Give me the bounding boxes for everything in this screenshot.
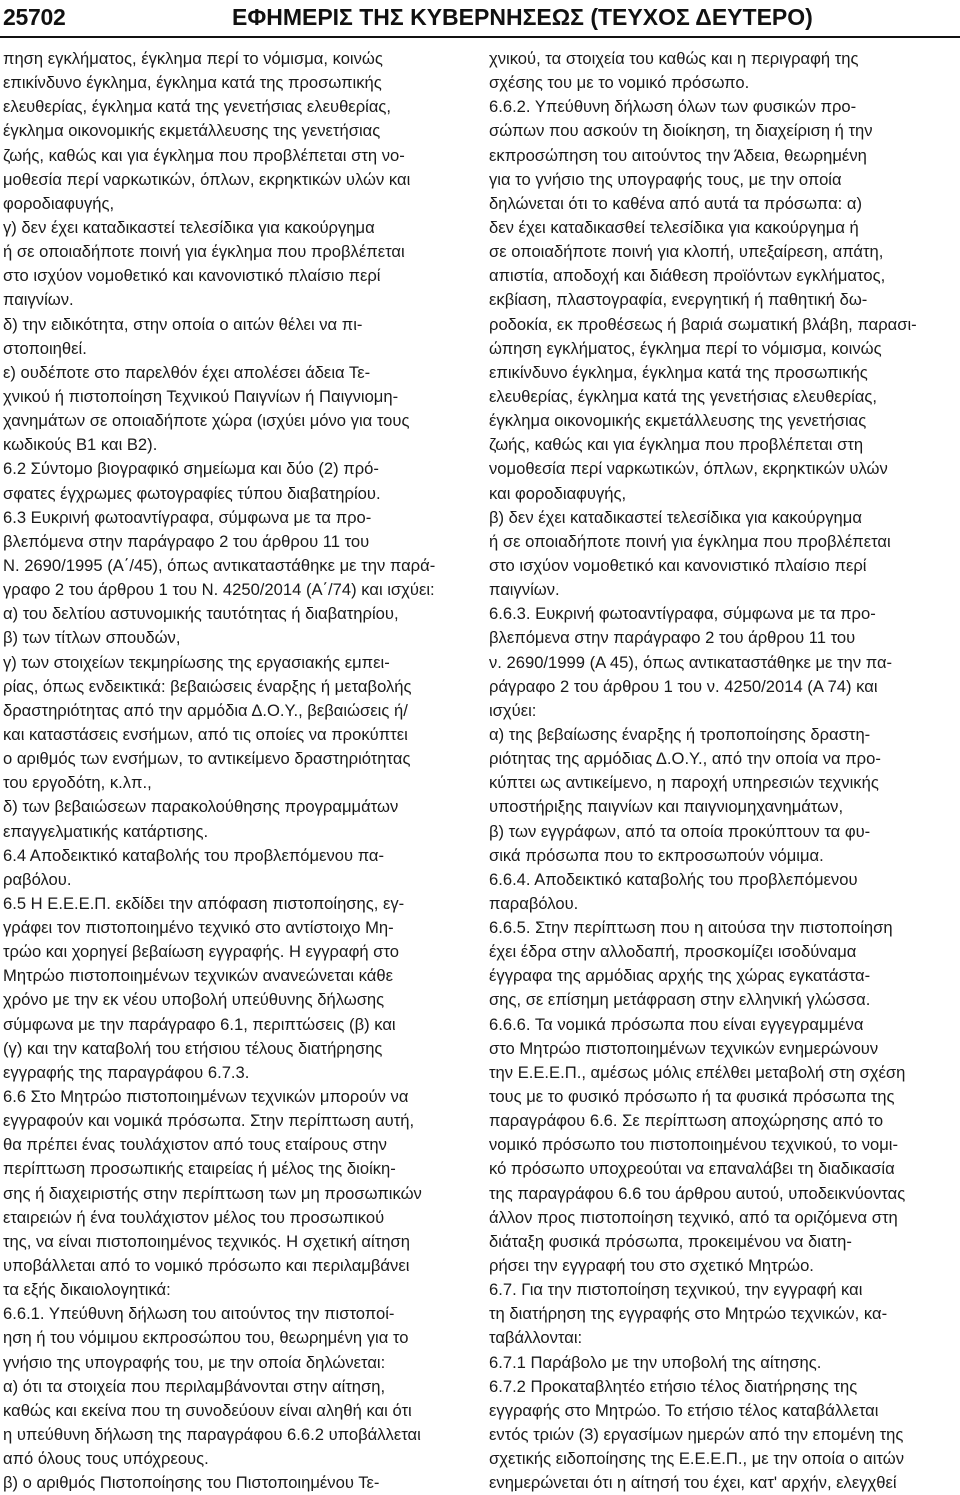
text-line: παιγνίων. xyxy=(3,290,74,310)
text-line: 6.7.1 Παράβολο με την υποβολή της αίτησης. xyxy=(489,1352,822,1372)
text-line: β) ο αριθμός Πιστοποίησης του Πιστοποιημένου Τε- xyxy=(3,1473,380,1493)
text-line: 6.7.2 Προκαταβλητέο ετήσιο τέλος διατήρησης της xyxy=(489,1376,858,1396)
text-line: ραβόλου. xyxy=(3,869,72,889)
text-line: ροδοκία, εκ προθέσεως ή βαριά σωματική βλάβη, παρασι- xyxy=(489,314,917,334)
text-line: σικά πρόσωπα που το εκπροσωπούν νόμιμα. xyxy=(489,845,824,865)
text-line: Μητρώο πιστοποιημένων τεχνικών ανανεώνεται κάθε xyxy=(3,966,393,986)
text-line: γραφο 2 του άρθρου 1 του Ν. 4250/2014 (Α΄/74) και ισχύει: xyxy=(3,580,435,600)
text-line: του εργοδότη, κ.λπ., xyxy=(3,773,152,793)
text-line: στο ισχύον νομοθετικό και κανονιστικό πλαίσιο περί xyxy=(489,555,867,575)
text-line: βλεπόμενα στην παράγραφο 2 του άρθρου 11 του xyxy=(489,628,856,648)
text-line: 6.6.6. Τα νομικά πρόσωπα που είναι εγγεγραμμένα xyxy=(489,1014,864,1034)
text-line: γ) των στοιχείων τεκμηρίωσης της εργασιακής εμπει- xyxy=(3,652,390,672)
text-line: παραβόλου. xyxy=(489,893,579,913)
text-line: ώπηση εγκλήματος, έγκλημα περί το νόμισμα, κοινώς xyxy=(489,338,882,358)
text-line: μοθεσία περί ναρκωτικών, όπλων, εκρηκτικών υλών και xyxy=(3,169,411,189)
text-line: κό πρόσωπο υποχρεούται να επαναλάβει τη διαδικασία xyxy=(489,1159,895,1179)
text-line: σης, σε επίσημη μετάφραση στην ελληνική γλώσσα. xyxy=(489,990,871,1010)
text-line: εκπροσώπηση του αιτούντος την Άδεια, θεωρημένη xyxy=(489,145,867,165)
text-line: ν. 2690/1999 (Α 45), όπως αντικαταστάθηκε με την πα- xyxy=(489,652,893,672)
text-line: 6.6.1. Υπεύθυνη δήλωση του αιτούντος την πιστοποί- xyxy=(3,1304,395,1324)
text-line: παιγνίων. xyxy=(489,580,560,600)
text-line: β) των τίτλων σπουδών, xyxy=(3,628,181,648)
text-line: γ) δεν έχει καταδικαστεί τελεσίδικα για κακούργημα xyxy=(3,217,375,237)
text-line: υποστήριξης παιγνίων και παιγνιομηχανημάτων, xyxy=(489,797,844,817)
text-line: 6.6.4. Αποδεικτικό καταβολής του προβλεπόμενου xyxy=(489,869,858,889)
left-column xyxy=(3,47,473,1495)
text-line: επαγγελματικής κατάρτισης. xyxy=(3,821,209,841)
text-line: χανημάτων σε οποιαδήποτε χώρα (ισχύει μόνο για τους xyxy=(3,411,410,431)
text-line: τα εξής δικαιολογητικά: xyxy=(3,1280,171,1300)
text-line: γράφει τον πιστοποιημένο τεχνικό στο αντίστοιχο Μη- xyxy=(3,918,394,938)
text-line: στο Μητρώο πιστοποιημένων τεχνικών ενημερώνουν xyxy=(489,1038,879,1058)
text-line: εγγραφούν και νομικά πρόσωπα. Στην περίπτωση αυτή, xyxy=(3,1111,415,1131)
text-line: εντός τριών (3) εργασίμων ημερών από την επομένη της xyxy=(489,1425,904,1445)
page-number: 25702 xyxy=(3,4,66,30)
gazette-title: ΕΦΗΜΕΡΙΣ ΤΗΣ ΚΥΒΕΡΝΗΣΕΩΣ (ΤΕΥΧΟΣ ΔΕΥΤΕΡΟ) xyxy=(232,4,813,30)
text-line: ράγραφο 2 του άρθρου 1 του ν. 4250/2014 (Α 74) και xyxy=(489,676,878,696)
text-line: εγγραφής στο Μητρώο. Το ετήσιο τέλος καταβάλλεται xyxy=(489,1400,879,1420)
text-line: 6.6.2. Υπεύθυνη δήλωση όλων των φυσικών προ- xyxy=(489,97,857,117)
text-line: για το γνήσιο της υπογραφής τους, με την οποία xyxy=(489,169,842,189)
text-line: τρώο και χορηγεί βεβαίωση εγγραφής. Η εγγραφή στο xyxy=(3,942,399,962)
header-rule xyxy=(0,36,960,38)
text-line: σώπων που ασκούν τη διοίκηση, τη διαχείριση ή την xyxy=(489,121,873,141)
text-line: εταιρειών ή ένα τουλάχιστον μέλος του προσωπικού xyxy=(3,1207,385,1227)
text-line: (γ) και την καταβολή του ετήσιου τέλους διατήρησης xyxy=(3,1038,383,1058)
text-line: βλεπόμενα στην παράγραφο 2 του άρθρου 11 του xyxy=(3,531,370,551)
text-line: 6.2 Σύντομο βιογραφικό σημείωμα και δύο (2) πρό- xyxy=(3,459,379,479)
text-line: ρίας, όπως ενδεικτικά: βεβαιώσεις έναρξης ή μεταβολής xyxy=(3,676,412,696)
text-line: δεν έχει καταδικασθεί τελεσίδικα για κακούργημα ή xyxy=(489,217,859,237)
text-line: σε οποιαδήποτε ποινή για κλοπή, υπεξαίρεση, απάτη, xyxy=(489,242,884,262)
text-line: στο ισχύον νομοθετικό και κανονιστικό πλαίσιο περί xyxy=(3,266,381,286)
text-line: της, να είναι πιστοποιημένος τεχνικός. Η σχετική αίτηση xyxy=(3,1231,410,1251)
text-line: χνικού ή πιστοποίηση Τεχνικού Παιγνίων ή Παιγνιομη- xyxy=(3,386,399,406)
text-line: ελευθερίας, έγκλημα κατά της γενετήσιας ελευθερίας, xyxy=(489,386,878,406)
text-line: έγκλημα οικονομικής εκμετάλλευσης της γενετήσιας xyxy=(489,411,867,431)
text-line: τη διατήρηση της εγγραφής στο Μητρώο τεχνικών, κα- xyxy=(489,1304,888,1324)
text-line: 6.3 Ευκρινή φωτοαντίγραφα, σύμφωνα με τα προ- xyxy=(3,507,372,527)
text-line: χνικού, τα στοιχεία του καθώς και η περιγραφή της xyxy=(489,49,859,68)
text-line: της παραγράφου 6.6 του άρθρου αυτού, υποδεικνύοντας xyxy=(489,1183,906,1203)
text-line: δ) την ειδικότητα, στην οποία ο αιτών θέλει να πι- xyxy=(3,314,363,334)
text-line: άλλον προς πιστοποίηση τεχνικό, από τα οριζόμενα στη xyxy=(489,1207,898,1227)
text-line: απιστία, αποδοχή και διάθεση προϊόντων εγκλήματος, xyxy=(489,266,886,286)
text-line: χρόνο με την εκ νέου υποβολή υπεύθυνης δήλωσης xyxy=(3,990,385,1010)
text-line: και φοροδιαφυγής, xyxy=(489,483,627,503)
text-line: σχετικής ειδοποίησης της Ε.Ε.Ε.Π., με την οποία ο αιτών xyxy=(489,1449,904,1469)
text-line: β) των εγγράφων, από τα οποία προκύπτουν τα φυ- xyxy=(489,821,871,841)
text-line: 6.7. Για την πιστοποίηση τεχνικού, την εγγραφή και xyxy=(489,1280,863,1300)
text-line: ή σε οποιαδήποτε ποινή για έγκλημα που προβλέπεται xyxy=(3,242,405,262)
text-line: ριότητας της αρμόδιας Δ.Ο.Υ., από την οποία να προ- xyxy=(489,749,881,769)
text-line: η υπεύθυνη δήλωση της παραγράφου 6.6.2 υποβάλλεται xyxy=(3,1425,421,1445)
text-line: 6.4 Αποδεικτικό καταβολής του προβλεπόμενου πα- xyxy=(3,845,385,865)
text-line: κύπτει ως αντικείμενο, η παροχή υπηρεσιών τεχνικής xyxy=(489,773,879,793)
text-line: έγγραφα της αρμόδιας αρχής της χώρας εγκατάστα- xyxy=(489,966,871,986)
text-line: ζωής, καθώς και για έγκλημα που προβλέπεται στη νο- xyxy=(3,145,405,165)
text-line: υποβάλλεται από το νομικό πρόσωπο και περιλαμβάνει xyxy=(3,1256,410,1276)
text-line: β) δεν έχει καταδικαστεί τελεσίδικα για κακούργημα xyxy=(489,507,862,527)
text-line: νομοθεσία περί ναρκωτικών, όπλων, εκρηκτικών υλών xyxy=(489,459,888,479)
text-line: δ) των βεβαιώσεων παρακολούθησης προγραμμάτων xyxy=(3,797,399,817)
text-line: επικίνδυνο έγκλημα, έγκλημα κατά της προσωπικής xyxy=(3,73,382,93)
text-line: σχέσης του με το νομικό πρόσωπο. xyxy=(489,73,750,93)
text-line: την Ε.Ε.Ε.Π., αμέσως μόλις επέλθει μεταβολή στη σχέση xyxy=(489,1062,906,1082)
text-line: 6.5 Η Ε.Ε.Ε.Π. εκδίδει την απόφαση πιστοποίησης, εγ- xyxy=(3,893,405,913)
text-line: α) του δελτίου αστυνομικής ταυτότητας ή διαβατηρίου, xyxy=(3,604,399,624)
text-line: 6.6.5. Στην περίπτωση που η αιτούσα την πιστοποίηση xyxy=(489,918,893,938)
text-line: σύμφωνα με την παράγραφο 6.1, περιπτώσεις (β) και xyxy=(3,1014,396,1034)
text-line: φοροδιαφυγής, xyxy=(3,193,115,213)
text-line: σφατες έγχρωμες φωτογραφίες τύπου διαβατηρίου. xyxy=(3,483,381,503)
text-line: ελευθερίας, έγκλημα κατά της γενετήσιας ελευθερίας, xyxy=(3,97,392,117)
text-line: πηση εγκλήματος, έγκλημα περί το νόμισμα, κοινώς xyxy=(3,49,383,68)
text-line: ο αριθμός των ενσήμων, το αντικείμενο δραστηριότητας xyxy=(3,749,411,769)
text-line: ε) ουδέποτε στο παρελθόν έχει απολέσει άδεια Τε- xyxy=(3,362,371,382)
text-line: έγκλημα οικονομικής εκμετάλλευσης της γενετήσιας xyxy=(3,121,381,141)
text-line: γνήσιο της υπογραφής του, με την οποία δηλώνεται: xyxy=(3,1352,386,1372)
text-line: και καταστάσεις ενσήμων, από τις οποίες να προκύπτει xyxy=(3,724,408,744)
text-line: από όλους τους υπόχρεους. xyxy=(3,1449,209,1469)
text-line: θα πρέπει ένας τουλάχιστον από τους εταίρους στην xyxy=(3,1135,387,1155)
text-line: καθώς και εκείνα που τη συνοδεύουν είναι αληθή και ότι xyxy=(3,1400,412,1420)
text-line: εκβίαση, πλαστογραφία, ενεργητική ή παθητική δω- xyxy=(489,290,868,310)
text-line: Ν. 2690/1995 (Α΄/45), όπως αντικαταστάθηκε με την παρά- xyxy=(3,555,436,575)
text-line: α) ότι τα στοιχεία που περιλαμβάνονται στην αίτηση, xyxy=(3,1376,386,1396)
text-line: νομικό πρόσωπο του πιστοποιημένου τεχνικού, το νομι- xyxy=(489,1135,899,1155)
text-line: επικίνδυνο έγκλημα, έγκλημα κατά της προσωπικής xyxy=(489,362,868,382)
text-line: σης ή διαχειριστής στην περίπτωση των μη προσωπικών xyxy=(3,1183,422,1203)
text-line: έχει έδρα στην αλλοδαπή, προσκομίζει ισοδύναμα xyxy=(489,942,857,962)
text-line: παραγράφου 6.6. Σε περίπτωση αποχώρησης από το xyxy=(489,1111,884,1131)
text-line: ζωής, καθώς και για έγκλημα που προβλέπεται στη xyxy=(489,435,864,455)
text-line: εγγραφής της παραγράφου 6.7.3. xyxy=(3,1062,250,1082)
text-line: α) της βεβαίωσης έναρξης ή τροποποίησης δραστη- xyxy=(489,724,871,744)
text-line: ταβάλλονται: xyxy=(489,1328,583,1348)
text-line: κωδικούς Β1 και Β2). xyxy=(3,435,158,455)
text-line: ή σε οποιαδήποτε ποινή για έγκλημα που προβλέπεται xyxy=(489,531,891,551)
text-line: 6.6 Στο Μητρώο πιστοποιημένων τεχνικών μπορούν να xyxy=(3,1087,409,1107)
page-header xyxy=(0,0,960,38)
text-line: στοποιηθεί. xyxy=(3,338,87,358)
right-column xyxy=(489,47,959,1495)
text-line: ηση ή του νόμιμου εκπροσώπου του, θεωρημένη για το xyxy=(3,1328,409,1348)
text-line: ισχύει: xyxy=(489,700,537,720)
text-line: ενημερώνεται ότι η αίτησή του έχει, κατ' αρχήν, ελεγχθεί xyxy=(489,1473,897,1493)
text-line: 6.6.3. Ευκρινή φωτοαντίγραφα, σύμφωνα με τα προ- xyxy=(489,604,876,624)
text-line: τους με το φυσικό πρόσωπο ή τα φυσικά πρόσωπα της xyxy=(489,1087,895,1107)
text-line: περίπτωση προσωπικής εταιρείας ή μέλος της διοίκη- xyxy=(3,1159,396,1179)
text-line: δραστηριότητας από την αρμόδια Δ.Ο.Υ., βεβαιώσεις ή/ xyxy=(3,700,408,720)
text-line: διάταξη φυσικά πρόσωπα, προκειμένου να διατη- xyxy=(489,1231,852,1251)
text-line: δηλώνεται ότι το καθένα από αυτά τα πρόσωπα: α) xyxy=(489,193,863,213)
text-line: ρήσει την εγγραφή του στο σχετικό Μητρώο. xyxy=(489,1256,814,1276)
